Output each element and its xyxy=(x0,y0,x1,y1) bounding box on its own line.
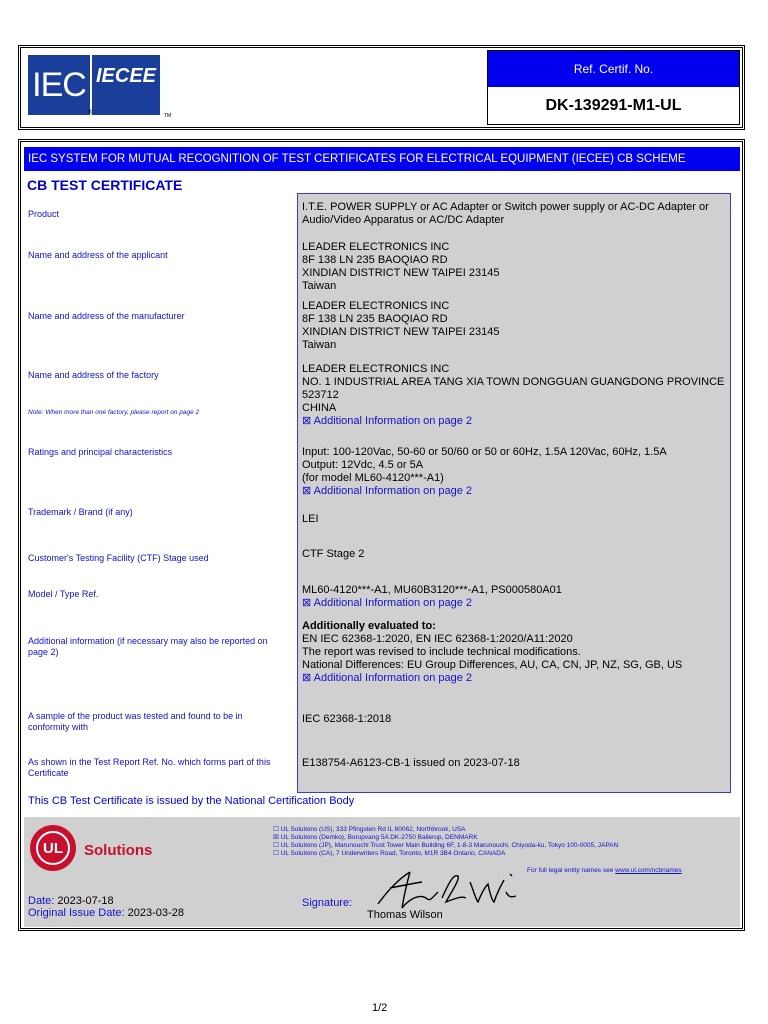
model-label: Model / Type Ref. xyxy=(28,589,99,599)
ul-address-line: ☒ UL Solutions (Demko), Borupvang 5A DK-2750 Ballerup, DENMARK xyxy=(273,834,478,841)
factory-line: NO. 1 INDUSTRIAL AREA TANG XIA TOWN DONGGUAN GUANGDONG PROVINCE 523712 xyxy=(302,376,725,401)
factory-value xyxy=(302,363,727,428)
additional-info-value xyxy=(302,620,727,685)
iec-logo: IEC xyxy=(28,55,90,115)
manufacturer-value xyxy=(302,300,727,352)
model-value xyxy=(302,584,727,610)
signatory-name: Thomas Wilson xyxy=(367,909,443,921)
additional-info-heading: Additionally evaluated to: xyxy=(302,620,436,632)
trademark-label: Trademark / Brand (if any) xyxy=(28,507,133,517)
legal-entity-note xyxy=(527,867,682,874)
ul-logo-mark: UL xyxy=(36,831,70,865)
addinfo-additional-info-link[interactable]: ⊠ Additional Information on page 2 xyxy=(302,672,473,684)
factory-line: CHINA xyxy=(302,402,337,414)
additional-info-line: EN IEC 62368-1:2020, EN IEC 62368-1:2020/A11:2020 xyxy=(302,633,573,645)
product-value: I.T.E. POWER SUPPLY or AC Adapter or Switch power supply or AC-DC Adapter or Audio/Video Apparatus or AC/DC Adapter xyxy=(302,201,709,226)
ctf-value: CTF Stage 2 xyxy=(302,548,365,560)
ratings-line: Output: 12Vdc, 4.5 or 5A xyxy=(302,459,424,471)
applicant-label: Name and address of the applicant xyxy=(28,250,168,260)
ul-address-line: ☐ UL Solutions (CA), 7 Underwriters Road, Toronto, M1R 3B4 Ontario, CANADA xyxy=(273,850,506,857)
manufacturer-line: Taiwan xyxy=(302,339,337,351)
legal-entity-text: For full legal entity names see xyxy=(527,867,614,874)
manufacturer-line: XINDIAN DISTRICT NEW TAIPEI 23145 xyxy=(302,326,500,338)
signature-image xyxy=(370,868,530,912)
sample-label: A sample of the product was tested and found to be in conformity with xyxy=(28,711,243,732)
additional-info-label: Additional information (if necessary may also be reported on page 2) xyxy=(28,636,268,657)
ratings-line: (for model ML60-4120***-A1) xyxy=(302,472,444,484)
report-value: E138754-A6123-CB-1 issued on 2023-07-18 xyxy=(302,757,520,769)
ref-certificate-number: DK-139291-M1-UL xyxy=(545,97,682,114)
product-label: Product xyxy=(28,209,60,219)
applicant-line: LEADER ELECTRONICS INC xyxy=(302,241,450,253)
issued-by-statement: This CB Test Certificate is issued by the National Certification Body xyxy=(28,795,355,807)
trademark-mark: TM xyxy=(164,113,172,119)
ctf-label: Customer's Testing Facility (CTF) Stage used xyxy=(28,553,209,563)
ul-logo-icon xyxy=(30,825,76,871)
original-issue-date-label: Original Issue Date: xyxy=(28,907,125,919)
manufacturer-line: 8F 138 LN 235 BAOQIAO RD xyxy=(302,313,448,325)
report-label: As shown in the Test Report Ref. No. which forms part of this Certificate xyxy=(28,757,271,778)
date-block xyxy=(28,895,184,919)
factory-label: Name and address of the factory xyxy=(28,370,159,380)
factory-note: Note: When more than one factory, please report on page 2 xyxy=(28,409,200,416)
applicant-value xyxy=(302,241,727,293)
scheme-title-bar: IEC SYSTEM FOR MUTUAL RECOGNITION OF TEST CERTIFICATES FOR ELECTRICAL EQUIPMENT (IECEE) CB SCHEME xyxy=(24,147,740,171)
ratings-line: Input: 100-120Vac, 50-60 or 50/60 or 50 or 60Hz, 1.5A 120Vac, 60Hz, 1.5A xyxy=(302,446,667,458)
sample-value: IEC 62368-1:2018 xyxy=(302,713,392,725)
date-label: Date: xyxy=(28,895,55,907)
ul-solutions-wordmark: Solutions xyxy=(84,842,153,859)
trademark-value: LEI xyxy=(302,513,319,525)
applicant-line: 8F 138 LN 235 BAOQIAO RD xyxy=(302,254,448,266)
additional-info-line: National Differences: EU Group Differences, AU, CA, CN, JP, NZ, SG, GB, US xyxy=(302,659,683,671)
applicant-line: XINDIAN DISTRICT NEW TAIPEI 23145 xyxy=(302,267,500,279)
factory-additional-info-link[interactable]: ⊠ Additional Information on page 2 xyxy=(302,415,473,427)
ul-address-line: ☐ UL Solutions (JP), Marunouchi Trust Tower Main Building 6F, 1-8-3 Marunouchi, Chiyoda-ku, Tokyo 100-0005, JAPAN xyxy=(273,842,619,849)
certificate-title: CB TEST CERTIFICATE xyxy=(27,177,183,193)
date-value: 2023-07-18 xyxy=(57,895,114,907)
ul-address-line: ☐ UL Solutions (US), 333 Pfingsten Rd IL 60062, Northbrook, USA xyxy=(273,826,466,833)
signature-label: Signature: xyxy=(302,897,353,909)
model-additional-info-link[interactable]: ⊠ Additional Information on page 2 xyxy=(302,597,473,609)
page-number: 1/2 xyxy=(372,1002,388,1014)
factory-line: LEADER ELECTRONICS INC xyxy=(302,363,450,375)
ratings-label: Ratings and principal characteristics xyxy=(28,447,173,457)
additional-info-line: The report was revised to include technical modifications. xyxy=(302,646,581,658)
registered-mark: ® xyxy=(88,110,93,116)
applicant-line: Taiwan xyxy=(302,280,337,292)
ratings-value xyxy=(302,446,727,498)
iecee-logo: IECEE xyxy=(92,55,160,115)
ratings-additional-info-link[interactable]: ⊠ Additional Information on page 2 xyxy=(302,485,473,497)
legal-entity-link[interactable]: www.ul.com/ncbnames xyxy=(615,867,682,874)
ref-certificate-label: Ref. Certif. No. xyxy=(488,51,739,87)
manufacturer-line: LEADER ELECTRONICS INC xyxy=(302,300,450,312)
original-issue-date-value: 2023-03-28 xyxy=(127,907,184,919)
manufacturer-label: Name and address of the manufacturer xyxy=(28,311,185,321)
model-line: ML60-4120***-A1, MU60B3120***-A1, PS000580A01 xyxy=(302,584,562,596)
